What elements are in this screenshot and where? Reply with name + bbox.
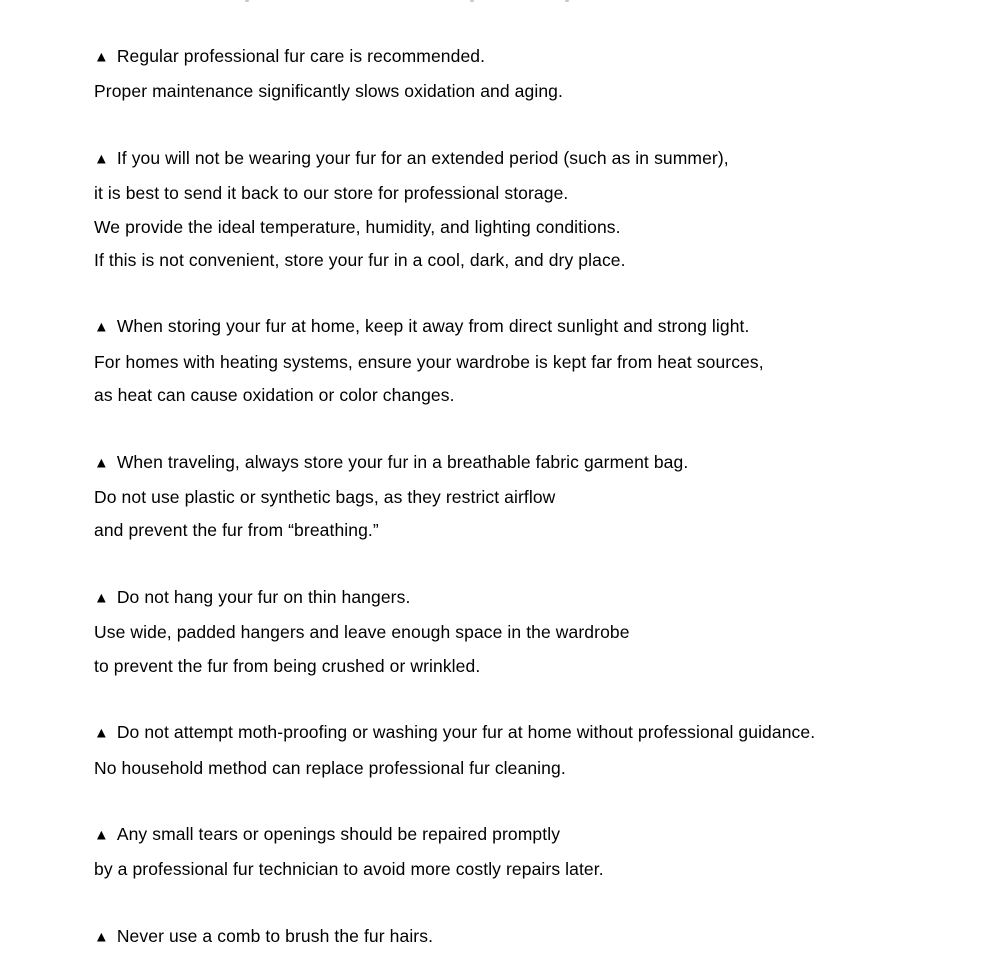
triangle-bullet-icon: ▲ xyxy=(94,151,109,168)
care-instruction-line: If this is not convenient, store your fur in a cool, dark, and dry place. xyxy=(94,250,626,271)
care-instruction-line: ▲ Do not attempt moth-proofing or washing your fur at home without professional guidance. xyxy=(94,716,970,751)
triangle-bullet-icon: ▲ xyxy=(94,590,109,607)
triangle-bullet-icon: ▲ xyxy=(94,929,109,946)
care-instruction-line: and prevent the fur from “breathing.” xyxy=(94,520,379,541)
care-instruction-section xyxy=(94,446,970,548)
care-instruction-section xyxy=(94,310,970,412)
clipped-text-fragment xyxy=(565,0,569,2)
clipped-text-fragment xyxy=(245,0,249,2)
care-instruction-section xyxy=(94,716,970,785)
care-instruction-line: ▲ Do not hang your fur on thin hangers. xyxy=(94,581,970,616)
triangle-bullet-icon: ▲ xyxy=(94,455,109,472)
care-instruction-section xyxy=(94,581,970,683)
triangle-bullet-icon: ▲ xyxy=(94,725,109,742)
triangle-bullet-icon: ▲ xyxy=(94,49,109,66)
care-instruction-line: to prevent the fur from being crushed or wrinkled. xyxy=(94,655,481,676)
care-instruction-section xyxy=(94,920,970,955)
care-instruction-line: as heat can cause oxidation or color changes. xyxy=(94,385,455,406)
care-instruction-line: ▲ Regular professional fur care is recommended. xyxy=(94,40,970,75)
care-instruction-line: ▲ When storing your fur at home, keep it away from direct sunlight and strong light. xyxy=(94,310,970,345)
care-instruction-section xyxy=(94,40,970,109)
clipped-text-fragment xyxy=(470,0,474,2)
triangle-bullet-icon: ▲ xyxy=(94,827,109,844)
care-instruction-line: ▲ Never use a comb to brush the fur hairs. xyxy=(94,920,970,955)
care-instruction-section xyxy=(94,818,970,887)
care-instruction-line: ▲ Any small tears or openings should be repaired promptly xyxy=(94,818,970,853)
care-instruction-line: For homes with heating systems, ensure your wardrobe is kept far from heat sources, xyxy=(94,351,764,372)
care-instruction-line: ▲ If you will not be wearing your fur for an extended period (such as in summer), xyxy=(94,142,970,177)
care-instruction-line: ▲ When traveling, always store your fur in a breathable fabric garment bag. xyxy=(94,446,970,481)
triangle-bullet-icon: ▲ xyxy=(94,319,109,336)
care-instruction-line: Proper maintenance significantly slows oxidation and aging. xyxy=(94,81,563,102)
care-instruction-line: by a professional fur technician to avoid more costly repairs later. xyxy=(94,859,604,880)
care-instruction-line: We provide the ideal temperature, humidity, and lighting conditions. xyxy=(94,216,621,237)
clipped-text-remnant xyxy=(0,0,1000,4)
care-instruction-line: Use wide, padded hangers and leave enough space in the wardrobe xyxy=(94,622,630,643)
care-instruction-line: Do not use plastic or synthetic bags, as they restrict airflow xyxy=(94,487,556,508)
care-instruction-section xyxy=(94,142,970,278)
care-instruction-line: No household method can replace professional fur cleaning. xyxy=(94,757,566,778)
care-instruction-line: it is best to send it back to our store for professional storage. xyxy=(94,183,569,204)
